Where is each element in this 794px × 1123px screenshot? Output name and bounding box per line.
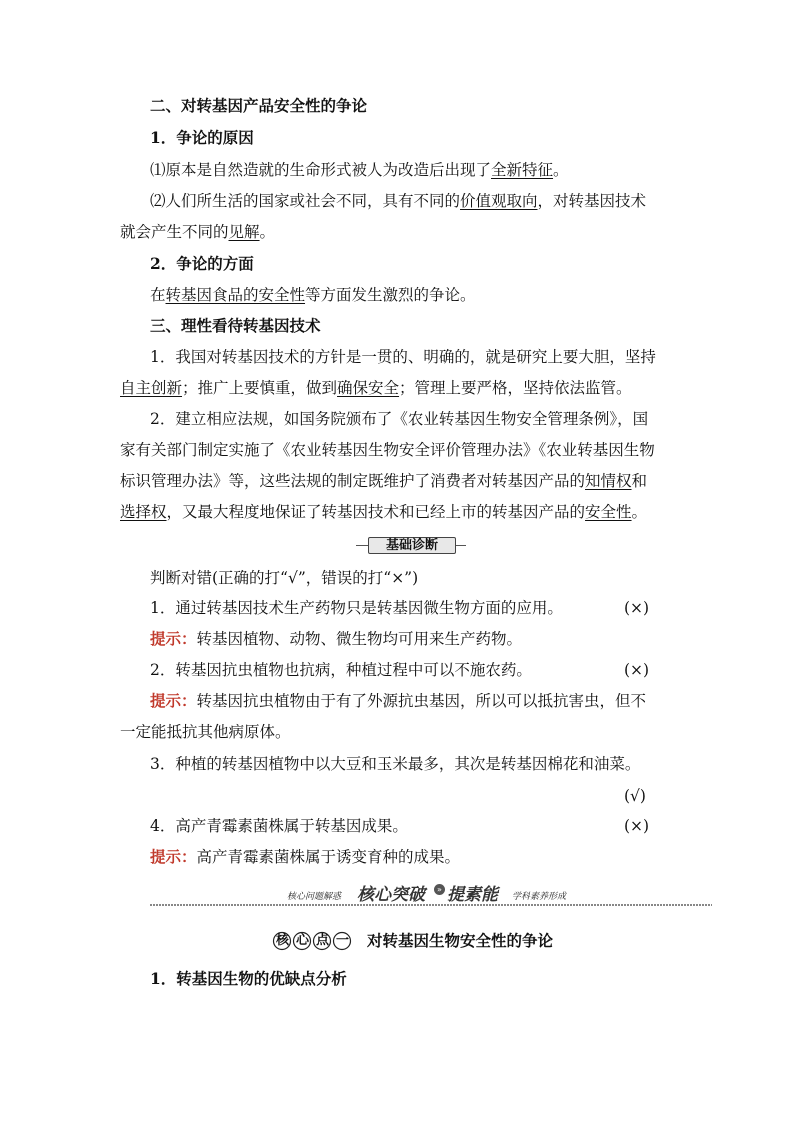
section-2-para-1: ⑴原本是自然造就的生命形式被人为改造后出现了全新特征。 (150, 161, 569, 179)
quiz-intro: 判断对错(正确的打“√”，错误的打“×”) (150, 569, 419, 587)
core-banner (150, 880, 712, 908)
basic-diagnosis-badge (356, 537, 466, 554)
core-point-tag-label: 核心点一 (276, 933, 357, 948)
banner-left-text: 核心问题解惑 (287, 892, 342, 902)
core-point-heading-1: 1．转基因生物的优缺点分析 (150, 969, 347, 988)
section-2-heading-2: 2．争论的方面 (150, 254, 254, 273)
quiz-answer-4: (×) (624, 817, 650, 835)
quiz-item-3: 3．种植的转基因植物中以大豆和玉米最多，其次是转基因棉花和油菜。 (150, 755, 641, 773)
badge-label: 基础诊断 (385, 538, 438, 553)
section-3-para-2-line-4: 选择权，又最大程度地保证了转基因技术和已经上市的转基因产品的安全性。 (120, 503, 648, 521)
quiz-hint-4: 提示：高产青霉素菌株属于诱变育种的成果。 (150, 847, 461, 866)
section-3-para-1-line-2: 自主创新；推广上要慎重，做到确保安全；管理上要严格，坚持依法监管。 (120, 379, 632, 397)
section-3-para-2-line-1: 2．建立相应法规，如国务院颁布了《农业转基因生物安全管理条例》，国 (150, 410, 649, 428)
quiz-answer-2: (×) (624, 661, 650, 679)
section-2-para-3: 在转基因食品的安全性等方面发生激烈的争论。 (150, 286, 476, 304)
section-3-title: 三、理性看待转基因技术 (150, 316, 321, 335)
quiz-hint-1: 提示：转基因植物、动物、微生物均可用来生产药物。 (150, 629, 523, 648)
quiz-hint-2-line-2: 一定能抵抗其他病原体。 (120, 723, 291, 741)
section-2-heading-1: 1．争论的原因 (150, 128, 254, 147)
chevron-right-icon: » (434, 884, 445, 895)
section-2-para-2-line-2: 就会产生不同的见解。 (120, 223, 276, 241)
quiz-answer-3: (√) (624, 787, 646, 805)
core-point-title: 对转基因生物安全性的争论 (367, 931, 554, 950)
section-2-para-2-line-1: ⑵人们所生活的国家或社会不同，具有不同的价值观取向，对转基因技术 (150, 192, 647, 210)
core-point-tag (272, 931, 357, 951)
quiz-answer-1: (×) (624, 599, 650, 617)
quiz-item-2: 2．转基因抗虫植物也抗病，种植过程中可以不施农药。 (150, 661, 532, 679)
quiz-item-1: 1．通过转基因技术生产药物只是转基因微生物方面的应用。 (150, 599, 563, 617)
section-3-para-2-line-2: 家有关部门制定实施了《农业转基因生物安全评价管理办法》《农业转基因生物 (120, 441, 655, 459)
banner-main-text-1: 核心突破 (357, 885, 425, 905)
section-2-title: 二、对转基因产品安全性的争论 (150, 96, 368, 115)
section-3-para-2-line-3: 标识管理办法》等，这些法规的制定既维护了消费者对转基因产品的知情权和 (120, 472, 648, 490)
quiz-item-4: 4．高产青霉素菌株属于转基因成果。 (150, 817, 408, 835)
banner-right-text: 学科素养形成 (512, 892, 567, 902)
section-3-para-1-line-1: 1．我国对转基因技术的方针是一贯的、明确的，就是研究上要大胆，坚持 (150, 348, 656, 366)
banner-main-text-2: 提素能 (447, 885, 498, 905)
quiz-hint-2-line-1: 提示：转基因抗虫植物由于有了外源抗虫基因，所以可以抵抗害虫，但不 (150, 691, 647, 710)
